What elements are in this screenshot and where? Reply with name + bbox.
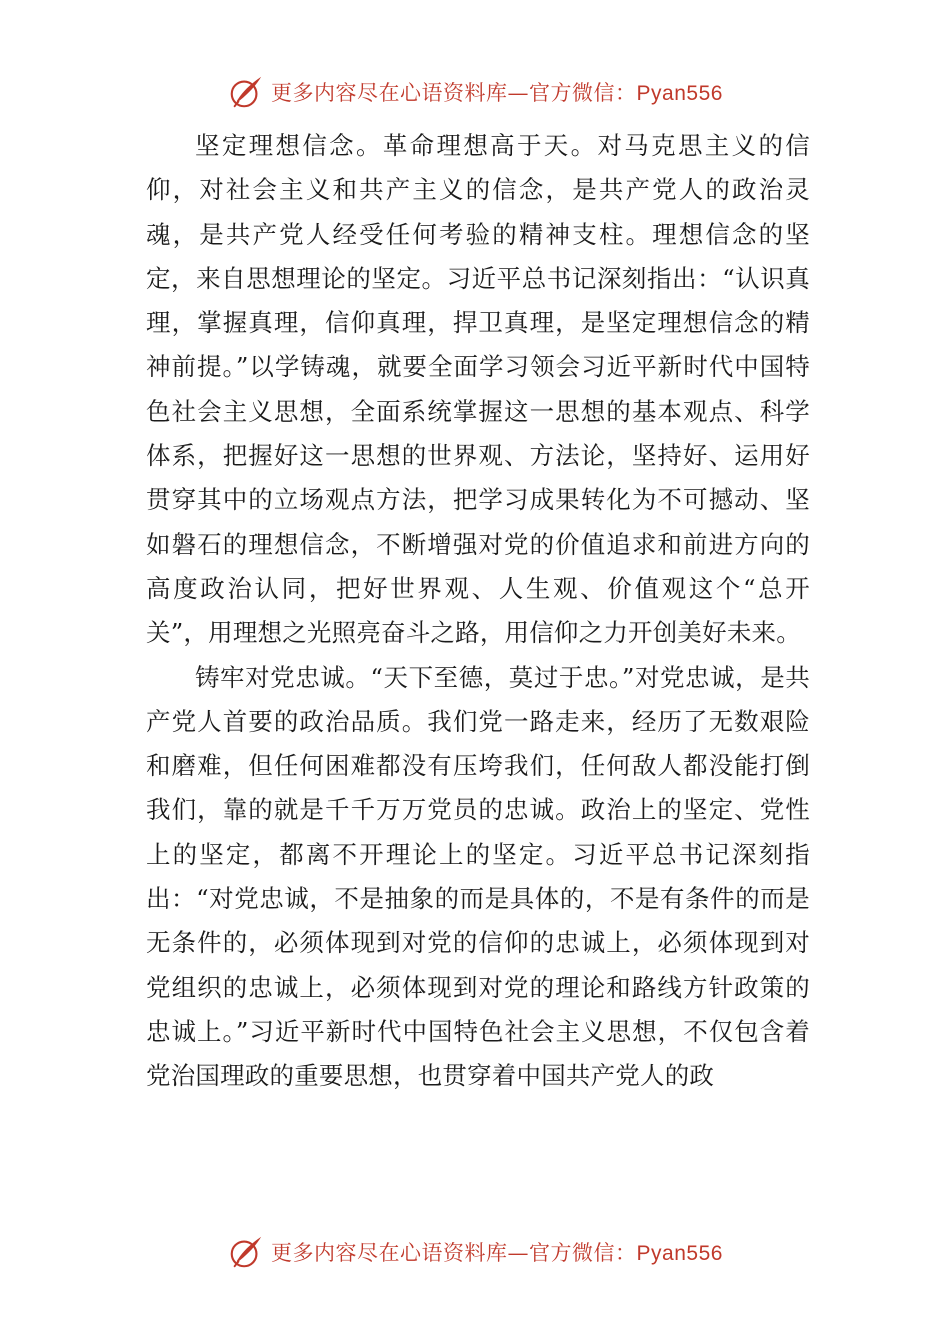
banner-promo-text: 更多内容尽在心语资料库—官方微信： [271, 1241, 637, 1265]
banner-promo-text: 更多内容尽在心语资料库—官方微信： [271, 81, 637, 105]
quill-pen-logo-icon [227, 1233, 265, 1271]
banner-text [271, 1237, 723, 1267]
wechat-id: Pyan556 [636, 82, 723, 105]
header-banner [0, 72, 950, 112]
wechat-id: Pyan556 [636, 1242, 723, 1265]
footer-banner [0, 1232, 950, 1272]
paragraph-ideals: 坚定理想信念。革命理想高于天。对马克思主义的信仰，对社会主义和共产主义的信念，是共产党人的政治灵魂，是共产党人经受任何考验的精神支柱。理想信念的坚定，来自思想理论的坚定。习近平总书记深刻指出：“认识真理，掌握真理，信仰真理，捍卫真理，是坚定理想信念的精神前提。”以学铸魂，就要全面学习领会习近平新时代中国特色社会主义思想，全面系统掌握这一思想的基本观点、科学体系，把握好这一思想的世界观、方法论，坚持好、运用好贯穿其中的立场观点方法，把学习成果转化为不可撼动、坚如磐石的理想信念，不断增强对党的价值追求和前进方向的高度政治认同，把好世界观、人生观、价值观这个“总开关”，用理想之光照亮奋斗之路，用信仰之力开创美好未来。 [146, 131, 810, 648]
document-body [146, 124, 810, 1099]
paragraph-loyalty: 铸牢对党忠诚。“天下至德，莫过于忠。”对党忠诚，是共产党人首要的政治品质。我们党一路走来，经历了无数艰险和磨难，但任何困难都没有压垮我们，任何敌人都没能打倒我们，靠的就是千千万万党员的忠诚。政治上的坚定、党性上的坚定，都离不开理论上的坚定。习近平总书记深刻指出：“对党忠诚，不是抽象的而是具体的，不是有条件的而是无条件的，必须体现到对党的信仰的忠诚上，必须体现到对党组织的忠诚上，必须体现到对党的理论和路线方针政策的忠诚上。”习近平新时代中国特色社会主义思想，不仅包含着党治国理政的重要思想，也贯穿着中国共产党人的政 [146, 662, 810, 1091]
banner-text [271, 77, 723, 107]
quill-pen-logo-icon [227, 73, 265, 111]
